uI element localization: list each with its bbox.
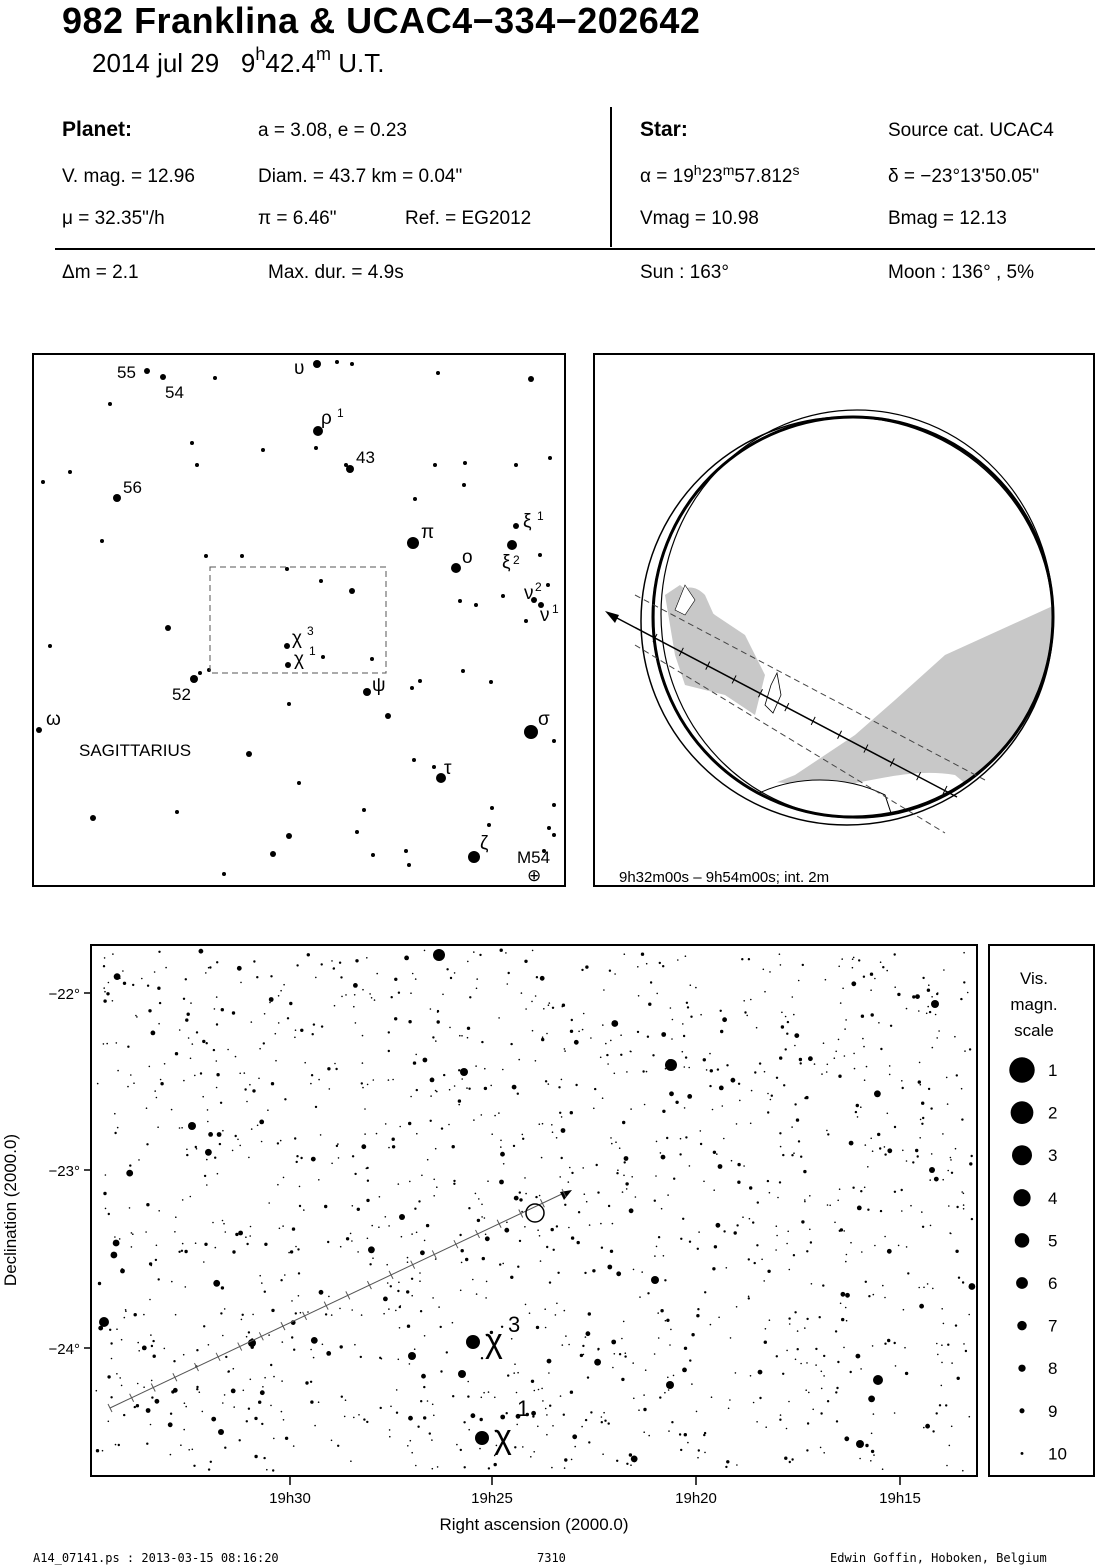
label-chi3-sup: 3 [307,624,314,638]
legend-dot-3 [1012,1145,1032,1165]
finder-star [100,539,104,543]
table-divider-vertical [610,107,612,247]
star-declination: δ = −23°13'50.05" [888,166,1040,187]
star-vmag: Vmag = 10.98 [640,208,759,229]
label-xi1-sup: 1 [537,509,544,523]
globe-map [595,355,1093,885]
label-rho-sup: 1 [337,406,344,420]
legend-label-6: 6 [1048,1274,1058,1293]
finder-star [462,483,466,487]
label-chi1: χ [294,649,304,670]
label-pi: π [421,522,435,543]
magnitude-legend [988,944,1095,1477]
planet-reference: Ref. = EG2012 [405,208,532,229]
finder-star [284,643,290,649]
finder-star [286,833,292,839]
legend-label-7: 7 [1048,1316,1058,1336]
finder-star [538,553,542,557]
finder-stars [36,360,556,876]
finder-star [552,833,556,837]
finder-star [547,826,551,830]
label-43: 43 [356,448,375,467]
finder-star [412,758,416,762]
label-xi2: ξ [502,552,511,573]
legend-dot-2 [1011,1101,1034,1124]
finder-star [335,360,339,364]
star-source-catalog: Source cat. UCAC4 [888,120,1054,141]
finder-star [190,675,198,683]
finder-star [507,540,517,550]
legend-dot-9 [1019,1408,1024,1413]
label-nu2: ν [524,583,534,604]
label-56: 56 [123,478,142,497]
finder-star [285,662,291,668]
finder-star [474,603,478,607]
direction-arrow-icon [605,611,619,623]
finder-star [321,655,325,659]
label-nu1-sup: 1 [552,602,559,616]
finder-star [461,669,465,673]
label-chi1-sup: 1 [517,1396,530,1421]
finder-star [41,480,45,484]
finder-star [468,851,480,863]
legend-label-4: 4 [1048,1188,1058,1208]
x-tick-1920: 19h20 [675,1490,717,1507]
finder-star [514,463,518,467]
finder-star [489,680,493,684]
legend-label-8: 8 [1048,1359,1058,1379]
finder-star [433,463,437,467]
finder-star [48,644,52,648]
label-nu2-sup: 2 [535,580,542,594]
legend-dot-8 [1018,1365,1025,1372]
finder-star [418,679,422,683]
finder-star [36,727,42,733]
time-range-caption: 9h32m00s – 9h54m00s; int. 2m [619,869,830,885]
y-tick-23: −23° [48,1163,80,1180]
finder-star [355,830,359,834]
label-55: 55 [117,363,136,382]
finder-star [371,853,375,857]
finder-star [548,456,552,460]
hours-unit: h [255,44,266,64]
footer-code: 7310 [537,1551,566,1565]
planet-label: Planet: [62,118,133,141]
finder-star [113,494,121,502]
finder-star [165,625,171,631]
footer-file: A14_07141.ps : 2013-03-15 08:16:20 [33,1551,279,1565]
finder-star [175,810,179,814]
magnitude-drop: Δm = 2.1 [62,262,139,283]
label-m54: M54 [517,848,551,867]
finder-star [370,657,374,661]
finder-star [314,446,318,450]
page-title: 982 Franklina & UCAC4−334−202642 [62,0,701,41]
legend-label-10: 10 [1048,1444,1067,1464]
label-zeta: ζ [480,833,489,854]
finder-star [198,671,202,675]
event-time-minutes: 42.4 [265,48,316,78]
finder-star [246,751,252,757]
finder-star [436,371,440,375]
legend-label-9: 9 [1048,1401,1058,1421]
label-psi: ψ [372,675,386,696]
footer-author: Edwin Goffin, Hoboken, Belgium [830,1551,1047,1565]
finder-star [410,686,414,690]
finder-star [524,725,538,739]
finder-star [68,470,72,474]
finder-star [407,537,419,549]
star-bmag: Bmag = 12.13 [888,208,1007,229]
finder-star [407,863,411,867]
label-xi2-sup: 2 [513,553,520,567]
finder-star [490,806,494,810]
finder-star [297,781,301,785]
finder-star [432,765,436,769]
x-tick-1915: 19h15 [879,1490,921,1507]
label-54: 54 [165,383,184,402]
star-right-ascension: $\alpha = 19^h23^m57.812^s$ [640,162,800,187]
legend-dot-5 [1015,1233,1030,1248]
event-datetime [92,44,385,79]
legend-title-line3: scale [1014,1021,1054,1040]
m54-symbol: ⊕ [527,866,542,885]
sun-elongation: Sun : 163° [640,262,729,283]
label-sigma: σ [538,709,550,730]
label-chi1-sup: 1 [309,644,316,658]
finder-star [513,523,519,529]
label-xi1: ξ [523,511,532,532]
finder-star [222,872,226,876]
label-chi3: χ [292,628,302,649]
finder-star [413,497,417,501]
label-omicron: ο [462,547,473,568]
planet-vmag: V. mag. = 12.96 [62,166,195,187]
finder-star [344,463,348,467]
label-tau: τ [444,758,452,779]
constellation-name: SAGITTARIUS [79,741,192,760]
finder-star [190,441,194,445]
finder-star [501,594,505,598]
label-52: 52 [172,685,191,704]
finder-star [362,808,366,812]
legend-label-1: 1 [1048,1061,1058,1080]
finder-star [285,567,289,571]
label-nu1: ν [540,605,550,626]
finder-star [349,588,355,594]
planet-parallax: π = 6.46" [258,208,337,229]
legend-dot-6 [1016,1277,1028,1289]
label-upsilon: υ [294,358,305,379]
label-omega: ω [46,709,61,730]
finder-star [350,362,354,366]
finder-star [546,583,550,587]
legend-label-5: 5 [1048,1231,1058,1251]
finder-star [528,376,534,382]
finder-star [261,448,265,452]
legend-dot-10 [1021,1452,1024,1455]
planet-diameter: Diam. = 43.7 km = 0.04" [258,166,463,187]
globe-panel [593,353,1095,887]
moon-info: Moon : 136° , 5% [888,262,1034,283]
x-axis-label: Right ascension (2000.0) [439,1515,629,1534]
y-tick-24: −24° [48,1341,80,1358]
finder-star [160,374,166,380]
finder-star [144,368,150,374]
finder-star [319,579,323,583]
legend-label-2: 2 [1048,1103,1058,1123]
legend-title-line2: magn. [1010,995,1058,1014]
finder-star [458,599,462,603]
x-tick-1925: 19h25 [471,1490,513,1507]
label-rho: ρ [321,408,332,429]
event-time-hours: 9 [240,48,256,78]
max-duration: Max. dur. = 4.9s [268,262,404,283]
finder-star [404,849,408,853]
event-date: 2014 jul 29 [92,48,220,78]
finder-chart-panel [32,353,566,887]
finder-star [240,554,244,558]
finder-star [204,554,208,558]
legend-dot-1 [1009,1057,1034,1082]
legend-label-3: 3 [1048,1146,1058,1166]
finder-star [213,376,217,380]
legend-dot-4 [1013,1189,1030,1206]
legend-title-line1: Vis. [1019,969,1049,988]
finder-star [108,402,112,406]
planet-motion: μ = 32.35"/h [62,208,165,229]
finder-star [363,688,371,696]
finder-chart [34,355,564,885]
label-chi3: χ [485,1322,503,1360]
detail-chart-axes [0,940,1096,1540]
finder-star [385,713,391,719]
table-divider-horizontal [55,248,1095,250]
finder-star [524,619,528,623]
finder-star [270,851,276,857]
x-tick-1930: 19h30 [269,1490,311,1507]
star-label: Star: [640,118,688,141]
finder-star [313,360,321,368]
legend-dot-7 [1017,1321,1026,1330]
finder-star [552,739,556,743]
y-tick-22: −22° [48,986,80,1003]
finder-star [487,823,491,827]
finder-star [195,463,199,467]
finder-star [90,815,96,821]
finder-star [552,803,556,807]
finder-star [287,702,291,706]
time-system: U.T. [338,48,385,78]
finder-star [463,461,467,465]
minutes-unit: m [316,44,331,64]
finder-star [451,563,461,573]
planet-orbit: a = 3.08, e = 0.23 [258,120,407,141]
label-chi3-sup: 3 [508,1312,521,1337]
y-axis-label: Declination (2000.0) [1,1133,20,1287]
label-chi1: χ [494,1418,512,1456]
